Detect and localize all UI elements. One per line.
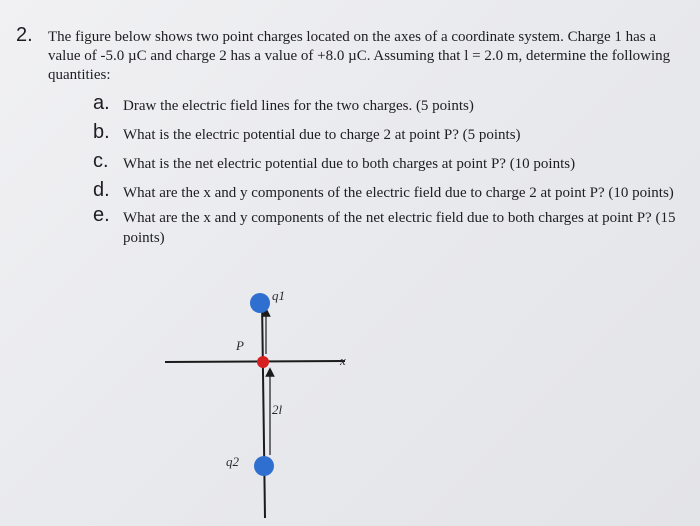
part-d-text: What are the x and y components of the electric field due to charge 2 at point P? (10 points) bbox=[123, 185, 674, 201]
part-a-text: Draw the electric field lines for the two charges. (5 points) bbox=[123, 98, 474, 114]
x-axis bbox=[165, 361, 345, 362]
label-q1: q1 bbox=[272, 288, 285, 303]
label-2l: 2l bbox=[272, 402, 283, 417]
charge-2 bbox=[254, 456, 274, 476]
part-e-letter: e. bbox=[93, 204, 110, 226]
y-axis bbox=[262, 300, 265, 518]
part-e-text: What are the x and y components of the net electric field due to both charges at point P? (15 points) bbox=[123, 210, 676, 246]
problem-number: 2. bbox=[16, 24, 33, 46]
part-d-letter: d. bbox=[93, 179, 110, 201]
problem-intro: The figure below shows two point charges located on the axes of a coordinate system. Charge 1 has a value of -5.0 µC and charge 2 has a value of +8.0 µC. Assuming that l = 2.0 m, determine the following quantities: bbox=[48, 29, 671, 83]
label-q2: q2 bbox=[226, 454, 239, 469]
label-x: x bbox=[340, 353, 346, 368]
point-p bbox=[257, 356, 269, 368]
part-a-letter: a. bbox=[93, 92, 110, 114]
part-c-text: What is the net electric potential due to both charges at point P? (10 points) bbox=[123, 156, 576, 172]
charge-1 bbox=[250, 293, 270, 313]
part-b-letter: b. bbox=[93, 121, 110, 143]
label-p: P bbox=[236, 338, 244, 353]
part-c-letter: c. bbox=[93, 150, 109, 172]
part-b-text: What is the electric potential due to charge 2 at point P? (5 points) bbox=[123, 127, 521, 143]
